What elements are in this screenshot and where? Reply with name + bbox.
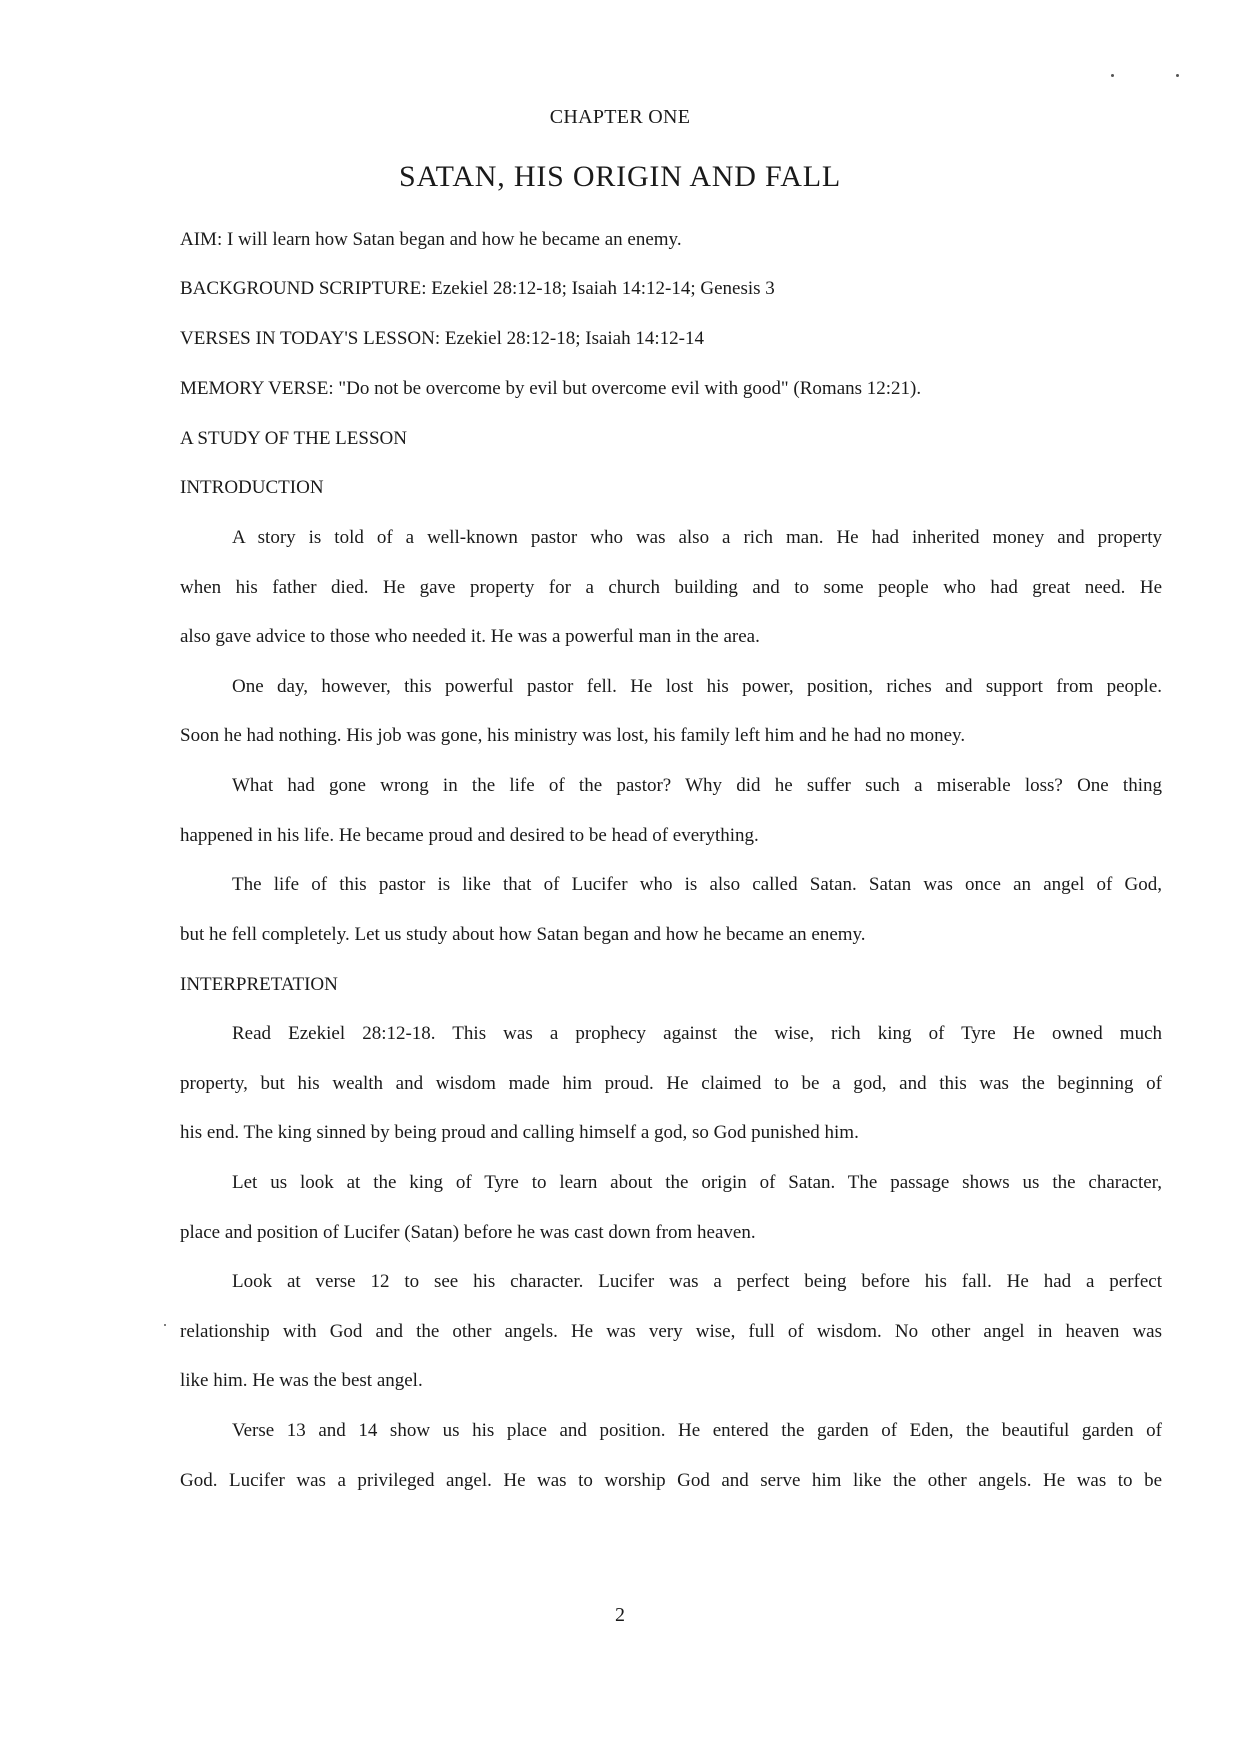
scan-speck [1176,74,1179,77]
paragraph-line: relationship with God and the other angels. He was very wise, full of wisdom. No other angel in heaven was [180,1321,1162,1342]
paragraph-line: happened in his life. He became proud and desired to be head of everything. [180,825,759,846]
paragraph-line: God. Lucifer was a privileged angel. He was to worship God and serve him like the other angels. He was to be [180,1470,1162,1491]
paragraph-line: like him. He was the best angel. [180,1370,423,1391]
chapter-label: CHAPTER ONE [549,106,691,128]
scan-speck [164,1324,166,1326]
paragraph-line: also gave advice to those who needed it. He was a powerful man in the area. [180,626,760,647]
paragraph-line: Look at verse 12 to see his character. Lucifer was a perfect being before his fall. He had a perfect [232,1271,1162,1292]
paragraph-line: property, but his wealth and wisdom made him proud. He claimed to be a god, and this was the beginning of [180,1073,1162,1094]
memory-verse-line: MEMORY VERSE: "Do not be overcome by evil but overcome evil with good" (Romans 12:21). [180,378,922,399]
introduction-heading: INTRODUCTION [180,477,324,498]
paragraph-line: Soon he had nothing. His job was gone, his ministry was lost, his family left him and he had no money. [180,725,966,746]
paragraph-line: What had gone wrong in the life of the pastor? Why did he suffer such a miserable loss? One thing [232,775,1162,796]
paragraph-line: The life of this pastor is like that of Lucifer who is also called Satan. Satan was once an angel of God, [232,874,1162,895]
chapter-title: SATAN, HIS ORIGIN AND FALL [398,160,841,193]
page-number: 2 [615,1604,625,1626]
paragraph-line: when his father died. He gave property for a church building and to some people who had great need. He [180,577,1162,598]
verses-line: VERSES IN TODAY'S LESSON: Ezekiel 28:12-18; Isaiah 14:12-14 [180,328,704,349]
paragraph-line: place and position of Lucifer (Satan) before he was cast down from heaven. [180,1222,756,1243]
interpretation-heading: INTERPRETATION [180,974,338,995]
paragraph-line: but he fell completely. Let us study about how Satan began and how he became an enemy. [180,924,866,945]
background-scripture-line: BACKGROUND SCRIPTURE: Ezekiel 28:12-18; Isaiah 14:12-14; Genesis 3 [180,278,775,299]
study-heading: A STUDY OF THE LESSON [180,428,407,449]
paragraph-line: Verse 13 and 14 show us his place and position. He entered the garden of Eden, the beautiful garden of [232,1420,1162,1441]
paragraph-line: One day, however, this powerful pastor fell. He lost his power, position, riches and support from people. [232,676,1162,697]
paragraph-line: Let us look at the king of Tyre to learn about the origin of Satan. The passage shows us the character, [232,1172,1162,1193]
paragraph-line: his end. The king sinned by being proud and calling himself a god, so God punished him. [180,1122,859,1143]
paragraph-line: Read Ezekiel 28:12-18. This was a prophecy against the wise, rich king of Tyre He owned much [232,1023,1162,1044]
aim-line: AIM: I will learn how Satan began and how he became an enemy. [180,229,682,250]
paragraph-line: A story is told of a well-known pastor who was also a rich man. He had inherited money and property [232,527,1162,548]
scan-speck [1111,74,1114,77]
